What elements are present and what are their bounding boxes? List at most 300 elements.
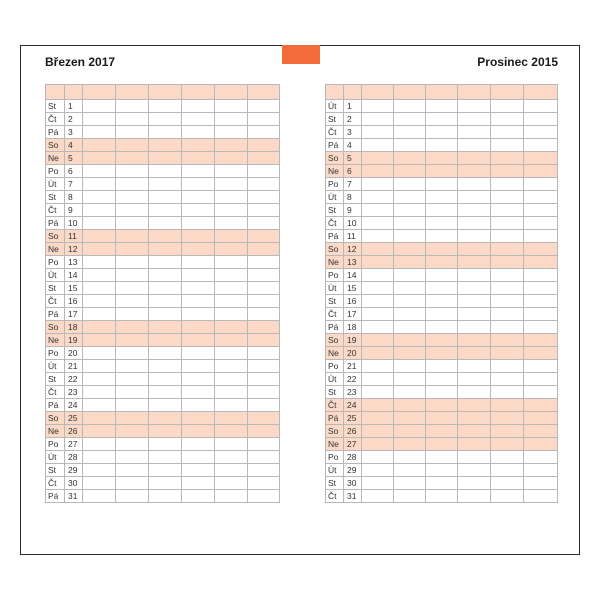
entry-cell[interactable] [116, 282, 149, 295]
entry-cell[interactable] [491, 139, 524, 152]
entry-cell[interactable] [83, 477, 116, 490]
entry-cell[interactable] [524, 425, 558, 438]
entry-cell[interactable] [215, 321, 248, 334]
entry-cell[interactable] [426, 464, 458, 477]
entry-cell[interactable] [149, 178, 182, 191]
entry-cell[interactable] [426, 373, 458, 386]
entry-cell[interactable] [426, 347, 458, 360]
entry-cell[interactable] [362, 308, 394, 321]
entry-cell[interactable] [182, 464, 215, 477]
entry-cell[interactable] [182, 399, 215, 412]
entry-cell[interactable] [458, 451, 491, 464]
entry-cell[interactable] [149, 477, 182, 490]
entry-cell[interactable] [426, 256, 458, 269]
entry-cell[interactable] [524, 321, 558, 334]
entry-cell[interactable] [149, 438, 182, 451]
entry-cell[interactable] [83, 308, 116, 321]
entry-cell[interactable] [182, 178, 215, 191]
entry-cell[interactable] [248, 308, 280, 321]
entry-cell[interactable] [362, 113, 394, 126]
entry-cell[interactable] [524, 165, 558, 178]
entry-cell[interactable] [182, 126, 215, 139]
entry-cell[interactable] [524, 243, 558, 256]
entry-cell[interactable] [394, 308, 426, 321]
entry-cell[interactable] [394, 282, 426, 295]
entry-cell[interactable] [426, 204, 458, 217]
entry-cell[interactable] [491, 217, 524, 230]
entry-cell[interactable] [491, 347, 524, 360]
entry-cell[interactable] [116, 191, 149, 204]
entry-cell[interactable] [491, 256, 524, 269]
entry-cell[interactable] [116, 126, 149, 139]
entry-cell[interactable] [83, 230, 116, 243]
entry-cell[interactable] [149, 373, 182, 386]
entry-cell[interactable] [182, 308, 215, 321]
entry-cell[interactable] [426, 360, 458, 373]
entry-cell[interactable] [394, 373, 426, 386]
entry-cell[interactable] [426, 100, 458, 113]
entry-cell[interactable] [491, 269, 524, 282]
entry-cell[interactable] [149, 425, 182, 438]
entry-cell[interactable] [215, 282, 248, 295]
entry-cell[interactable] [394, 152, 426, 165]
entry-cell[interactable] [83, 100, 116, 113]
entry-cell[interactable] [362, 230, 394, 243]
entry-cell[interactable] [215, 178, 248, 191]
entry-cell[interactable] [116, 464, 149, 477]
entry-cell[interactable] [524, 490, 558, 503]
entry-cell[interactable] [426, 217, 458, 230]
entry-cell[interactable] [248, 243, 280, 256]
entry-cell[interactable] [215, 139, 248, 152]
entry-cell[interactable] [248, 152, 280, 165]
entry-cell[interactable] [426, 126, 458, 139]
entry-cell[interactable] [215, 477, 248, 490]
entry-cell[interactable] [116, 178, 149, 191]
entry-cell[interactable] [215, 113, 248, 126]
entry-cell[interactable] [248, 204, 280, 217]
entry-cell[interactable] [491, 373, 524, 386]
entry-cell[interactable] [394, 295, 426, 308]
entry-cell[interactable] [524, 412, 558, 425]
entry-cell[interactable] [394, 399, 426, 412]
entry-cell[interactable] [362, 191, 394, 204]
entry-cell[interactable] [248, 126, 280, 139]
entry-cell[interactable] [426, 152, 458, 165]
entry-cell[interactable] [458, 386, 491, 399]
entry-cell[interactable] [362, 347, 394, 360]
entry-cell[interactable] [248, 269, 280, 282]
entry-cell[interactable] [149, 347, 182, 360]
entry-cell[interactable] [116, 256, 149, 269]
entry-cell[interactable] [394, 217, 426, 230]
entry-cell[interactable] [362, 399, 394, 412]
entry-cell[interactable] [149, 126, 182, 139]
entry-cell[interactable] [524, 308, 558, 321]
entry-cell[interactable] [426, 243, 458, 256]
entry-cell[interactable] [491, 230, 524, 243]
entry-cell[interactable] [458, 282, 491, 295]
entry-cell[interactable] [524, 373, 558, 386]
entry-cell[interactable] [116, 334, 149, 347]
entry-cell[interactable] [524, 347, 558, 360]
entry-cell[interactable] [116, 490, 149, 503]
entry-cell[interactable] [248, 373, 280, 386]
entry-cell[interactable] [215, 126, 248, 139]
entry-cell[interactable] [362, 165, 394, 178]
entry-cell[interactable] [426, 425, 458, 438]
entry-cell[interactable] [182, 217, 215, 230]
entry-cell[interactable] [83, 256, 116, 269]
entry-cell[interactable] [149, 269, 182, 282]
entry-cell[interactable] [458, 295, 491, 308]
entry-cell[interactable] [394, 347, 426, 360]
entry-cell[interactable] [182, 425, 215, 438]
entry-cell[interactable] [362, 217, 394, 230]
entry-cell[interactable] [458, 243, 491, 256]
entry-cell[interactable] [458, 334, 491, 347]
entry-cell[interactable] [149, 139, 182, 152]
entry-cell[interactable] [491, 399, 524, 412]
entry-cell[interactable] [182, 412, 215, 425]
entry-cell[interactable] [215, 256, 248, 269]
entry-cell[interactable] [116, 438, 149, 451]
entry-cell[interactable] [182, 204, 215, 217]
entry-cell[interactable] [215, 438, 248, 451]
entry-cell[interactable] [182, 243, 215, 256]
entry-cell[interactable] [524, 386, 558, 399]
entry-cell[interactable] [116, 204, 149, 217]
entry-cell[interactable] [215, 295, 248, 308]
entry-cell[interactable] [149, 204, 182, 217]
entry-cell[interactable] [458, 412, 491, 425]
entry-cell[interactable] [248, 464, 280, 477]
entry-cell[interactable] [524, 451, 558, 464]
entry-cell[interactable] [491, 451, 524, 464]
entry-cell[interactable] [248, 295, 280, 308]
entry-cell[interactable] [248, 490, 280, 503]
entry-cell[interactable] [458, 191, 491, 204]
entry-cell[interactable] [248, 191, 280, 204]
entry-cell[interactable] [362, 282, 394, 295]
entry-cell[interactable] [248, 477, 280, 490]
entry-cell[interactable] [248, 321, 280, 334]
entry-cell[interactable] [458, 490, 491, 503]
entry-cell[interactable] [248, 178, 280, 191]
entry-cell[interactable] [149, 217, 182, 230]
entry-cell[interactable] [83, 334, 116, 347]
entry-cell[interactable] [394, 230, 426, 243]
entry-cell[interactable] [362, 334, 394, 347]
entry-cell[interactable] [394, 113, 426, 126]
entry-cell[interactable] [458, 373, 491, 386]
entry-cell[interactable] [182, 321, 215, 334]
entry-cell[interactable] [83, 438, 116, 451]
entry-cell[interactable] [394, 321, 426, 334]
entry-cell[interactable] [524, 464, 558, 477]
entry-cell[interactable] [362, 412, 394, 425]
entry-cell[interactable] [116, 412, 149, 425]
entry-cell[interactable] [83, 165, 116, 178]
entry-cell[interactable] [394, 386, 426, 399]
entry-cell[interactable] [458, 464, 491, 477]
entry-cell[interactable] [182, 165, 215, 178]
entry-cell[interactable] [362, 464, 394, 477]
entry-cell[interactable] [362, 438, 394, 451]
entry-cell[interactable] [83, 217, 116, 230]
entry-cell[interactable] [83, 113, 116, 126]
entry-cell[interactable] [83, 425, 116, 438]
entry-cell[interactable] [215, 100, 248, 113]
entry-cell[interactable] [182, 191, 215, 204]
entry-cell[interactable] [83, 178, 116, 191]
entry-cell[interactable] [524, 399, 558, 412]
entry-cell[interactable] [394, 477, 426, 490]
entry-cell[interactable] [426, 438, 458, 451]
entry-cell[interactable] [491, 191, 524, 204]
entry-cell[interactable] [458, 152, 491, 165]
entry-cell[interactable] [524, 230, 558, 243]
entry-cell[interactable] [491, 152, 524, 165]
entry-cell[interactable] [394, 204, 426, 217]
entry-cell[interactable] [362, 126, 394, 139]
entry-cell[interactable] [362, 490, 394, 503]
entry-cell[interactable] [182, 438, 215, 451]
entry-cell[interactable] [116, 477, 149, 490]
entry-cell[interactable] [182, 360, 215, 373]
entry-cell[interactable] [491, 295, 524, 308]
entry-cell[interactable] [491, 126, 524, 139]
entry-cell[interactable] [394, 191, 426, 204]
entry-cell[interactable] [426, 451, 458, 464]
entry-cell[interactable] [215, 243, 248, 256]
entry-cell[interactable] [491, 464, 524, 477]
entry-cell[interactable] [524, 360, 558, 373]
entry-cell[interactable] [83, 243, 116, 256]
entry-cell[interactable] [426, 282, 458, 295]
entry-cell[interactable] [394, 100, 426, 113]
entry-cell[interactable] [394, 139, 426, 152]
entry-cell[interactable] [116, 386, 149, 399]
entry-cell[interactable] [116, 451, 149, 464]
entry-cell[interactable] [116, 308, 149, 321]
entry-cell[interactable] [524, 295, 558, 308]
entry-cell[interactable] [426, 295, 458, 308]
entry-cell[interactable] [182, 113, 215, 126]
entry-cell[interactable] [426, 399, 458, 412]
entry-cell[interactable] [458, 347, 491, 360]
entry-cell[interactable] [362, 100, 394, 113]
entry-cell[interactable] [248, 438, 280, 451]
entry-cell[interactable] [524, 256, 558, 269]
entry-cell[interactable] [215, 451, 248, 464]
entry-cell[interactable] [116, 100, 149, 113]
entry-cell[interactable] [215, 373, 248, 386]
entry-cell[interactable] [458, 308, 491, 321]
entry-cell[interactable] [524, 126, 558, 139]
entry-cell[interactable] [426, 178, 458, 191]
entry-cell[interactable] [149, 191, 182, 204]
entry-cell[interactable] [458, 126, 491, 139]
entry-cell[interactable] [426, 321, 458, 334]
entry-cell[interactable] [182, 230, 215, 243]
entry-cell[interactable] [215, 165, 248, 178]
entry-cell[interactable] [426, 308, 458, 321]
entry-cell[interactable] [116, 230, 149, 243]
entry-cell[interactable] [215, 191, 248, 204]
entry-cell[interactable] [426, 386, 458, 399]
entry-cell[interactable] [458, 269, 491, 282]
entry-cell[interactable] [458, 425, 491, 438]
entry-cell[interactable] [524, 191, 558, 204]
entry-cell[interactable] [362, 451, 394, 464]
entry-cell[interactable] [215, 308, 248, 321]
entry-cell[interactable] [491, 113, 524, 126]
entry-cell[interactable] [362, 295, 394, 308]
entry-cell[interactable] [394, 438, 426, 451]
entry-cell[interactable] [83, 191, 116, 204]
entry-cell[interactable] [83, 360, 116, 373]
entry-cell[interactable] [83, 295, 116, 308]
entry-cell[interactable] [491, 360, 524, 373]
entry-cell[interactable] [215, 412, 248, 425]
entry-cell[interactable] [426, 230, 458, 243]
entry-cell[interactable] [394, 126, 426, 139]
entry-cell[interactable] [83, 269, 116, 282]
entry-cell[interactable] [426, 334, 458, 347]
entry-cell[interactable] [362, 373, 394, 386]
entry-cell[interactable] [426, 139, 458, 152]
entry-cell[interactable] [83, 321, 116, 334]
entry-cell[interactable] [116, 295, 149, 308]
entry-cell[interactable] [362, 269, 394, 282]
entry-cell[interactable] [215, 425, 248, 438]
entry-cell[interactable] [394, 269, 426, 282]
entry-cell[interactable] [149, 399, 182, 412]
entry-cell[interactable] [524, 282, 558, 295]
entry-cell[interactable] [524, 139, 558, 152]
entry-cell[interactable] [149, 256, 182, 269]
entry-cell[interactable] [394, 360, 426, 373]
entry-cell[interactable] [149, 386, 182, 399]
entry-cell[interactable] [149, 490, 182, 503]
entry-cell[interactable] [248, 360, 280, 373]
entry-cell[interactable] [248, 451, 280, 464]
entry-cell[interactable] [491, 386, 524, 399]
entry-cell[interactable] [116, 139, 149, 152]
entry-cell[interactable] [458, 100, 491, 113]
entry-cell[interactable] [116, 373, 149, 386]
entry-cell[interactable] [394, 178, 426, 191]
entry-cell[interactable] [182, 295, 215, 308]
entry-cell[interactable] [149, 451, 182, 464]
entry-cell[interactable] [362, 386, 394, 399]
entry-cell[interactable] [524, 100, 558, 113]
entry-cell[interactable] [182, 334, 215, 347]
entry-cell[interactable] [116, 360, 149, 373]
entry-cell[interactable] [458, 230, 491, 243]
entry-cell[interactable] [426, 113, 458, 126]
entry-cell[interactable] [524, 204, 558, 217]
entry-cell[interactable] [248, 412, 280, 425]
entry-cell[interactable] [182, 269, 215, 282]
entry-cell[interactable] [524, 152, 558, 165]
entry-cell[interactable] [394, 490, 426, 503]
entry-cell[interactable] [149, 282, 182, 295]
entry-cell[interactable] [215, 464, 248, 477]
entry-cell[interactable] [149, 243, 182, 256]
entry-cell[interactable] [149, 321, 182, 334]
entry-cell[interactable] [182, 477, 215, 490]
entry-cell[interactable] [116, 113, 149, 126]
entry-cell[interactable] [182, 451, 215, 464]
entry-cell[interactable] [149, 412, 182, 425]
entry-cell[interactable] [215, 230, 248, 243]
entry-cell[interactable] [182, 490, 215, 503]
entry-cell[interactable] [458, 438, 491, 451]
entry-cell[interactable] [116, 165, 149, 178]
entry-cell[interactable] [182, 139, 215, 152]
entry-cell[interactable] [394, 425, 426, 438]
entry-cell[interactable] [215, 152, 248, 165]
entry-cell[interactable] [362, 360, 394, 373]
entry-cell[interactable] [182, 282, 215, 295]
entry-cell[interactable] [524, 438, 558, 451]
entry-cell[interactable] [491, 334, 524, 347]
entry-cell[interactable] [362, 477, 394, 490]
entry-cell[interactable] [83, 464, 116, 477]
entry-cell[interactable] [491, 412, 524, 425]
entry-cell[interactable] [491, 438, 524, 451]
entry-cell[interactable] [458, 256, 491, 269]
entry-cell[interactable] [458, 178, 491, 191]
entry-cell[interactable] [149, 230, 182, 243]
entry-cell[interactable] [83, 152, 116, 165]
entry-cell[interactable] [182, 347, 215, 360]
entry-cell[interactable] [491, 204, 524, 217]
entry-cell[interactable] [149, 113, 182, 126]
entry-cell[interactable] [182, 152, 215, 165]
entry-cell[interactable] [83, 139, 116, 152]
entry-cell[interactable] [149, 308, 182, 321]
entry-cell[interactable] [394, 451, 426, 464]
entry-cell[interactable] [362, 256, 394, 269]
entry-cell[interactable] [83, 282, 116, 295]
entry-cell[interactable] [248, 139, 280, 152]
entry-cell[interactable] [458, 204, 491, 217]
entry-cell[interactable] [491, 425, 524, 438]
entry-cell[interactable] [215, 217, 248, 230]
entry-cell[interactable] [458, 165, 491, 178]
entry-cell[interactable] [182, 256, 215, 269]
entry-cell[interactable] [248, 100, 280, 113]
entry-cell[interactable] [116, 217, 149, 230]
entry-cell[interactable] [149, 334, 182, 347]
entry-cell[interactable] [182, 373, 215, 386]
entry-cell[interactable] [426, 477, 458, 490]
entry-cell[interactable] [524, 217, 558, 230]
entry-cell[interactable] [524, 178, 558, 191]
entry-cell[interactable] [248, 113, 280, 126]
entry-cell[interactable] [83, 490, 116, 503]
entry-cell[interactable] [83, 373, 116, 386]
entry-cell[interactable] [116, 152, 149, 165]
entry-cell[interactable] [491, 243, 524, 256]
entry-cell[interactable] [215, 204, 248, 217]
entry-cell[interactable] [491, 165, 524, 178]
entry-cell[interactable] [524, 477, 558, 490]
entry-cell[interactable] [394, 243, 426, 256]
